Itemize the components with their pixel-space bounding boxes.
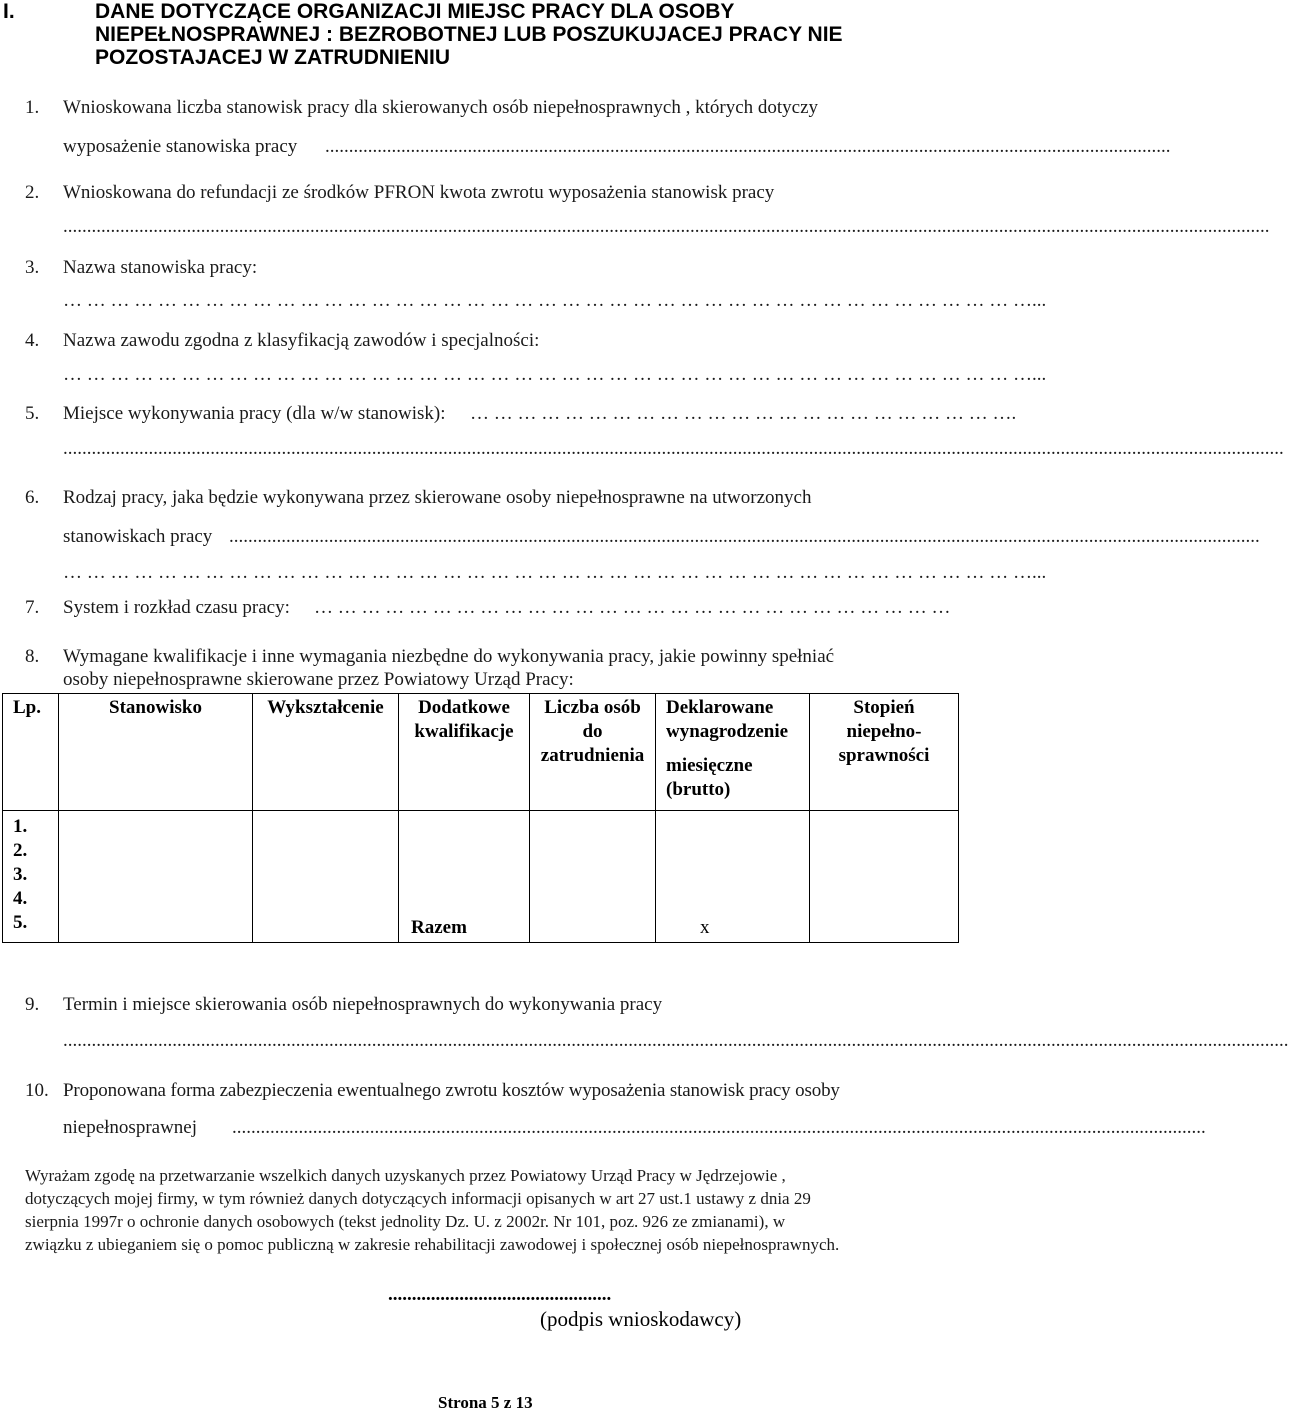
item-10-text-cont: niepełnosprawnej bbox=[63, 1117, 198, 1138]
item-8-text: Wymagane kwalifikacje i inne wymagania niezbędne do wykonywania pracy, jakie powinny spełniać bbox=[63, 646, 835, 667]
item-6-fill-line[interactable]: ......................................................................................................................................................................................................................... bbox=[229, 526, 1260, 547]
item-10-number: 10. bbox=[25, 1080, 49, 1101]
item-4-fill-line[interactable]: … … … … … … … … … … … … … … … … … … … … … … … … … … … … … … … … … … … … … … … … …... bbox=[63, 364, 1047, 385]
signature-line[interactable]: ............................................... bbox=[388, 1284, 612, 1305]
row-number: 3. bbox=[13, 864, 28, 885]
total-x: x bbox=[700, 917, 710, 938]
page-number: Strona 5 z 13 bbox=[438, 1393, 533, 1412]
consent-line-4: związku z ubieganiem się o pomoc publiczną w zakresie rehabilitacji zawodowej i społecznej osób niepełnosprawnych. bbox=[25, 1235, 840, 1254]
row-number: 2. bbox=[13, 840, 28, 861]
item-9-fill-line[interactable]: .................................................................................................................................................................................................................................................................. bbox=[63, 1030, 1289, 1051]
cell-stopien[interactable] bbox=[810, 811, 959, 943]
item-5-fill-line[interactable]: … … … … … … … … … … … … … … … … … … … … … … …. bbox=[470, 403, 1017, 424]
total-label: Razem bbox=[411, 917, 467, 938]
row-numbers bbox=[3, 811, 59, 943]
item-5-number: 5. bbox=[25, 403, 40, 424]
item-3-number: 3. bbox=[25, 257, 40, 278]
item-5-fill-line-2[interactable]: ................................................................................................................................................................................................................................................................. bbox=[63, 438, 1284, 459]
item-8-number: 8. bbox=[25, 646, 40, 667]
header-lp: Lp. bbox=[3, 694, 59, 811]
signature-label: (podpis wnioskodawcy) bbox=[540, 1307, 742, 1331]
section-number: I. bbox=[3, 0, 15, 23]
item-8-text-cont: osoby niepełnosprawne skierowane przez Powiatowy Urząd Pracy: bbox=[63, 669, 574, 690]
item-9-text: Termin i miejsce skierowania osób niepełnosprawnych do wykonywania pracy bbox=[63, 994, 663, 1015]
item-7-text: System i rozkład czasu pracy: bbox=[63, 597, 290, 618]
section-title-line-3: POZOSTAJACEJ W ZATRUDNIENIU bbox=[95, 46, 451, 69]
cell-dodatkowe[interactable] bbox=[399, 811, 530, 943]
table-body-row bbox=[3, 811, 959, 943]
item-1-text-cont: wyposażenie stanowiska pracy bbox=[63, 136, 298, 157]
header-wynagrodzenie: Deklarowane wynagrodzenie miesięczne (brutto) bbox=[656, 694, 810, 811]
consent-line-1: Wyrażam zgodę na przetwarzanie wszelkich danych uzyskanych przez Powiatowy Urząd Pracy w Jędrzejowie , bbox=[25, 1166, 786, 1185]
item-6-text-cont: stanowiskach pracy bbox=[63, 526, 213, 547]
item-7-number: 7. bbox=[25, 597, 40, 618]
item-1-text: Wnioskowana liczba stanowisk pracy dla skierowanych osób niepełnosprawnych , których dotyczy bbox=[63, 97, 819, 118]
item-5-text: Miejsce wykonywania pracy (dla w/w stanowisk): bbox=[63, 403, 446, 424]
item-3-fill-line[interactable]: … … … … … … … … … … … … … … … … … … … … … … … … … … … … … … … … … … … … … … … … …... bbox=[63, 290, 1047, 311]
header-dodatkowe-kwalifikacje: Dodatkowe kwalifikacje bbox=[399, 694, 530, 811]
cell-liczba[interactable] bbox=[530, 811, 656, 943]
item-6-number: 6. bbox=[25, 487, 40, 508]
item-2-number: 2. bbox=[25, 182, 40, 203]
item-1-number: 1. bbox=[25, 97, 40, 118]
item-3-text: Nazwa stanowiska pracy: bbox=[63, 257, 258, 278]
header-wyksztalcenie: Wykształcenie bbox=[253, 694, 399, 811]
item-2-text: Wnioskowana do refundacji ze środków PFRON kwota zwrotu wyposażenia stanowisk pracy bbox=[63, 182, 775, 203]
header-stanowisko: Stanowisko bbox=[59, 694, 253, 811]
item-9-number: 9. bbox=[25, 994, 40, 1015]
cell-stanowisko[interactable] bbox=[59, 811, 253, 943]
row-number: 4. bbox=[13, 888, 28, 909]
cell-wyksztalcenie[interactable] bbox=[253, 811, 399, 943]
section-title-line-2: NIEPEŁNOSPRAWNEJ : BEZROBOTNEJ LUB POSZUKUJACEJ PRACY NIE bbox=[95, 23, 843, 46]
header-stopien: Stopień niepełno- sprawności bbox=[810, 694, 959, 811]
item-6-text: Rodzaj pracy, jaka będzie wykonywana przez skierowane osoby niepełnosprawne na utworzonych bbox=[63, 487, 812, 508]
item-1-fill-line[interactable]: .................................................................................................................................................................................. bbox=[325, 136, 1171, 157]
qualifications-table bbox=[2, 693, 959, 943]
item-10-text: Proponowana forma zabezpieczenia ewentualnego zwrotu kosztów wyposażenia stanowisk pracy osoby bbox=[63, 1080, 840, 1101]
row-number: 5. bbox=[13, 912, 28, 933]
header-liczba-osob: Liczba osób do zatrudnienia bbox=[530, 694, 656, 811]
item-2-fill-line[interactable]: .............................................................................................................................................................................................................................................................. bbox=[63, 216, 1270, 237]
item-6-fill-line-2[interactable]: … … … … … … … … … … … … … … … … … … … … … … … … … … … … … … … … … … … … … … … … …... bbox=[63, 562, 1047, 583]
item-4-number: 4. bbox=[25, 330, 40, 351]
consent-line-3: sierpnia 1997r o ochronie danych osobowych (tekst jednolity Dz. U. z 2002r. Nr 101, poz. 926 ze zmianami), w bbox=[25, 1212, 786, 1231]
item-4-text: Nazwa zawodu zgodna z klasyfikacją zawodów i specjalności: bbox=[63, 330, 540, 351]
item-7-fill-line[interactable]: … … … … … … … … … … … … … … … … … … … … … … … … … … … bbox=[314, 597, 951, 618]
row-number: 1. bbox=[13, 816, 28, 837]
consent-line-2: dotyczących mojej firmy, w tym również danych dotyczących informacji opisanych w art 27 ust.1 ustawy z dnia 29 bbox=[25, 1189, 811, 1208]
item-10-fill-line[interactable]: ............................................................................................................................................................................................................. bbox=[232, 1117, 1206, 1138]
section-title-line-1: DANE DOTYCZĄCE ORGANIZACJI MIEJSC PRACY DLA OSOBY bbox=[95, 0, 735, 23]
cell-wynagrodzenie[interactable] bbox=[656, 811, 810, 943]
table-header-row bbox=[3, 694, 959, 811]
